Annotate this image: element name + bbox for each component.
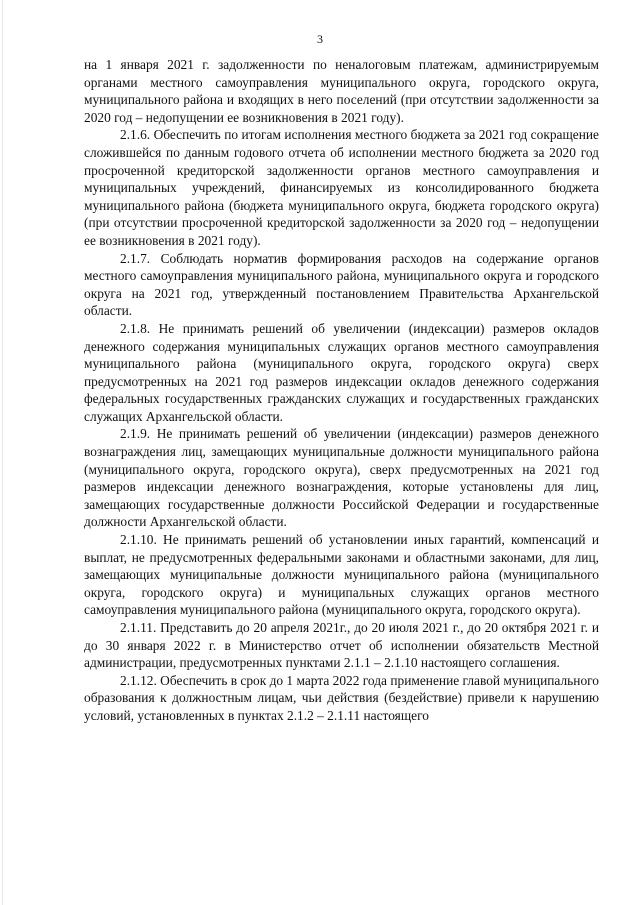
paragraph-2-1-12: 2.1.12. Обеспечить в срок до 1 марта 2022 года применение главой муниципального образования к должностным лицам, чьи действия (бездействие) привели к нарушению условий, установленных в пунктах 2.1.2 – 2.1.11 настоящего	[84, 672, 599, 723]
paragraph-2-1-7: 2.1.7. Соблюдать норматив формирования расходов на содержание органов местного самоуправления муниципального района, муниципального округа и городского округа на 2021 год, утвержденный постановлением Правительства Архангельской области.	[84, 250, 599, 319]
paragraph-2-1-10: 2.1.10. Не принимать решений об установлении иных гарантий, компенсаций и выплат, не предусмотренных федеральными законами и областными законами, для лиц, замещающих муниципальные должности муниципального района (муниципального округа, городского округа) и муниципальных служащих органов местного самоуправления муниципального района (муниципального округа, городского округа).	[84, 532, 599, 618]
paragraph-2-1-11: 2.1.11. Представить до 20 апреля 2021г., до 20 июля 2021 г., до 20 октября 2021 г. и до 30 января 2022 г. в Министерство отчет об исполнении обязательств Местной администрации, предусмотренных пунктами 2.1.1 – 2.1.10 настоящего соглашения.	[84, 620, 599, 671]
paragraph-2-1-6: 2.1.6. Обеспечить по итогам исполнения местного бюджета за 2021 год сокращение сложившейся по данным годового отчета об исполнении местного бюджета за 2020 год просроченной кредиторской задолженности органов местного самоуправления и муниципальных учреждений, финансируемых из консолидированного бюджета муниципального района (бюджета муниципального округа, бюджета городского округа) (при отсутствии просроченной кредиторской задолженности за 2020 год – недопущении ее возникновения в 2021 году).	[84, 127, 599, 248]
paragraph-2-1-9: 2.1.9. Не принимать решений об увеличении (индексации) размеров денежного вознаграждения лиц, замещающих муниципальные должности муниципального района (муниципального округа, городского округа), сверх предусмотренных на 2021 год размеров индексации денежного вознаграждения, которые установлены для лиц, замещающих государственные должности Российской Федерации и государственные должности Архангельской области.	[84, 426, 599, 530]
page-number: 3	[317, 32, 323, 46]
paragraph-2-1-8: 2.1.8. Не принимать решений об увеличении (индексации) размеров окладов денежного содержания муниципальных служащих органов местного самоуправления муниципального района (муниципального округа, городского округа) сверх предусмотренных на 2021 год размеров индексации окладов денежного содержания федеральных государственных гражданских служащих и государственных гражданских служащих Архангельской области.	[84, 320, 599, 424]
document-body	[84, 56, 599, 725]
paragraph-continuation: на 1 января 2021 г. задолженности по неналоговым платежам, администрируемым органами местного самоуправления муниципального округа, городского округа, муниципального района и входящих в него поселений (при отсутствии задолженности за 2020 год – недопущении ее возникновения в 2021 году).	[84, 57, 599, 125]
scan-edge	[2, 0, 3, 905]
